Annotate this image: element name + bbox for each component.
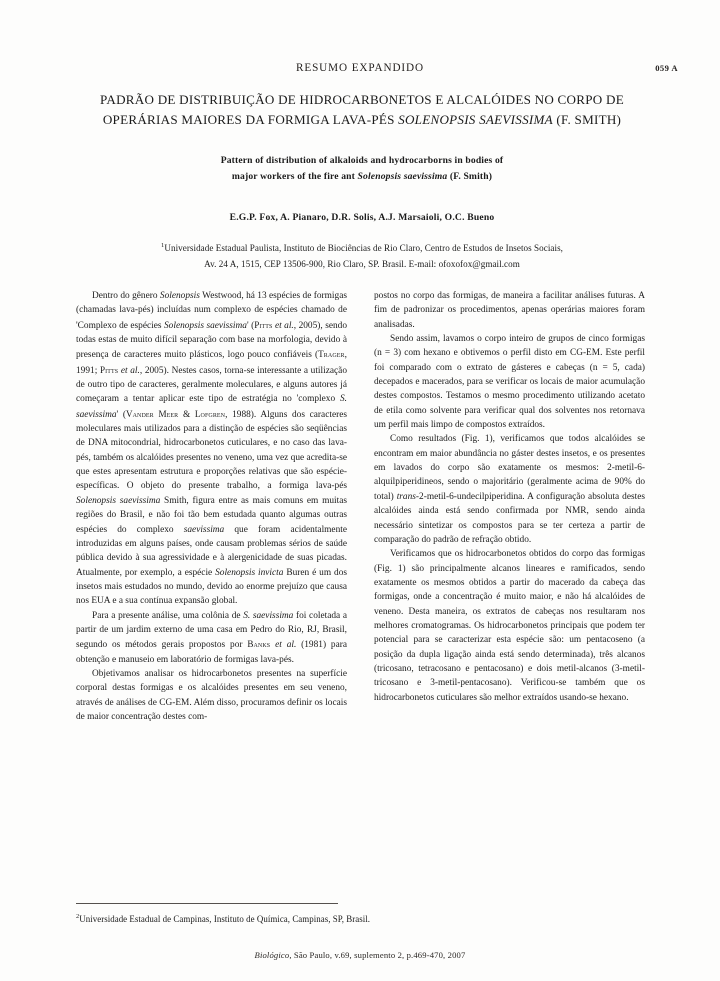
citation-name: Vander Meer [125,408,179,419]
italic-term: Solenopsis saevissima [76,495,161,506]
article-title-en-line2-b: (F. Smith) [447,170,493,182]
text-run: postos no corpo das formigas, de maneira a facilitar análises futuras. A fim de padronizar os procedimentos, apenas operárias maiores foram analisadas. [374,291,645,330]
text-run: Buren é um dos insetos mais estudados no mundo, devido ao enorme prejuízo que causa nos EUA e a sua contínua expansão global. [76,567,348,607]
text-run: Dentro do gênero [92,291,160,301]
citation-name: Lofgren [194,408,226,419]
article-title-en-line2-a: major workers of the fire ant [231,170,358,182]
text-run: , 1991; [76,350,347,376]
italic-term: trans [396,491,416,502]
text-run: , 1988). Alguns dos caracteres moleculares mais utilizados para a distinção de espécies são seqüências de DNA mitocondrial, hidrocarbonetos cuticulares, e no caso das lava-pés, também os alcalóides presentes no veneno, uma vez que acredita-se que estes apresentam estrutura e proporções relativas que são espécie-específicas. O objeto do presente trabalho, a formiga lava-pés [76,409,347,492]
body-columns [76,289,646,889]
italic-term: et al. [275,640,297,651]
italic-term: Solenopsis saevissima [164,320,247,331]
affiliation-line1: Universidade Estadual Paulista, Instituto de Biociências de Rio Claro, Centro de Estudos de Insetos Sociais, [164,243,563,254]
footer-journal: Biológico [254,950,290,960]
body-column-right [374,289,645,889]
text-run: -2-metil-6-undecilpiperidina. A configuração absoluta destes alcalóides ainda está sendo confirmada por NMR, sendo ainda necessário sintetizar os compostos para se ter certeza a partir de comparação do padrão de refração obtido. [374,491,645,545]
italic-term: saevissima [183,524,225,535]
body-paragraph [374,289,645,332]
affiliation-line2: Av. 24 A, 1515, CEP 13506-900, Rio Claro, SP. Brasil. E-mail: ofoxofox@gmail.com [204,258,520,269]
footnote-text: Universidade Estadual de Campinas, Instituto de Química, Campinas, SP, Brasil. [79,913,371,924]
article-title-en-line1: Pattern of distribution of alkaloids and hydrocarborns in bodies of [220,155,504,166]
text-run: ' ( [116,409,126,420]
article-title-en [104,153,620,184]
footer-citation: , São Paulo, v.69, suplemento 2, p.469-470, 2007 [289,950,466,960]
footnote-marker: 2 [76,913,80,920]
running-head [0,62,720,78]
article-title-pt-line2-a: OPERÁRIAS MAIORES DA FORMIGA LAVA-PÉS [102,112,399,127]
affiliation-marker: 1 [161,242,165,249]
body-paragraph [76,289,347,609]
body-paragraph [374,547,645,705]
text-run: foi coletada a partir de um jardim externo de uma casa em Pedro do Rio, RJ, Brasil, segundo os métodos gerais propostos por [76,610,347,651]
running-head-label: RESUMO EXPANDIDO [295,62,425,74]
body-paragraph [76,609,347,667]
article-title-pt-line1: PADRÃO DE DISTRIBUIÇÃO DE HIDROCARBONETOS E ALCALÓIDES NO CORPO DE [100,92,624,107]
italic-term: et al. [120,365,140,376]
italic-term: S. saevissima [243,610,294,621]
article-title-pt-species: SOLENOPSIS SAEVISSIMA [398,112,553,127]
text-run: Smith, figura entre as mais comuns em muitas regiões do Brasil, e não foi tão bem estudada quanto algumas outras espécies do complexo [76,495,347,535]
text-run: que foram acidentalmente introduzidas em alguns países, onde causam problemas sérios de saúde pública devido à sua agressividade e à alergenicidade de suas picadas. Atualmente, por exemplo, a espécie [76,524,347,578]
author-list: E.G.P. Fox, A. Pianaro, D.R. Solis, A.J. Marsaioli, O.C. Bueno [229,212,495,223]
text-run: (1981) para obtenção e manuseio em laboratório de formigas lava-pés. [76,640,347,665]
text-run: Objetivamos analisar os hidrocarbonetos presentes na superfície corporal destas formigas e os alcalóides presentes em seu veneno, através de análises de CG-EM. Além disso, procuramos definir os locais de maior concentração destes com- [76,668,347,722]
text-run: & [178,409,195,420]
footnote-rule [76,903,338,904]
text-run: Sendo assim, lavamos o corpo inteiro de grupos de cinco formigas (n = 3) com hexano e obtivemos o perfil disto em CG-EM. Este perfil foi comparado com o extrato de gásteres e cabeças (n = 5, cada) decepados e macerados, para se verificar os locais de maior acumulação destes compostos. Testamos o mesmo procedimento utilizando acetato de etila como solvente para verificar qual dos solventes nos retornava um perfil mais limpo de compostos extraídos. [374,334,645,431]
page-folio: 059 A [655,63,678,73]
affiliation-block [62,238,662,272]
citation-name: Pitts [254,319,273,330]
citation-name: Trager [318,349,345,360]
article-title-pt-line2-b: (F. SMITH) [552,112,622,127]
italic-term: Solenopsis invicta [215,567,284,578]
citation-name: Pitts [99,364,119,375]
italic-term: S. saevissima [76,394,347,420]
text-run: Para a presente análise, uma colônia de [92,610,244,621]
body-paragraph [374,332,645,432]
citation-name: Banks [247,639,271,650]
article-title-pt [62,90,662,130]
italic-term: et al. [274,320,294,331]
text-run: , 2005). Nestes casos, torna-se interessante a utilização de outro tipo de caracteres, geralmente moleculares, e alguns autores já começaram a tentar aplicar este tipo de estratégia no 'complexo [76,365,347,405]
italic-term: Solenopsis [159,291,200,301]
text-run: ' ( [246,320,255,331]
article-title-en-species: Solenopsis saevissima [357,170,448,182]
footnote [76,910,646,926]
text-run: Westwood, há 13 espécies de formigas (chamadas lava-pés) incluídas num complexo de espécies chamado de 'Complexo de espécies [76,291,347,331]
body-column-left [76,289,347,889]
text-run: Verificamos que os hidrocarbonetos obtidos do corpo das formigas (Fig. 1) são principalmente alcanos lineares e ramificados, sendo exatamente os mesmos obtidos a partir do macerado da cabeça das formigas, onde a concentração é muito maior, e não há alcalóides de veneno. Desta maneira, os extratos de cabeças nos resultaram nos melhores cromatogramas. Os hidrocarbonetos principais que podem ter potencial para se caracterizar esta espécie são: um pentacoseno (a posição da dupla ligação ainda está sendo determinada), três alcanos (tricosano, tetracosano e pentacosano) e dois metil-alcanos (3-metil-tricosano e 3-metil-pentacosano). Verificou-se também que os hidrocarbonetos cuticulares são melhor extraídos usando-se hexano. [374,549,645,703]
body-paragraph [76,667,347,724]
page-footer [0,950,720,960]
body-paragraph [374,432,645,547]
text-run: Como resultados (Fig. 1), verificamos que todos alcalóides se encontram em maior abundância no gáster destes insetos, e os presentes em lavados do corpo são exatamente os mesmos: 2-metil-6-alquilpiperidineos, sendo o majoritário (geralmente acima de 90% do total) [374,434,645,502]
text-run: , 2005), sendo todas estas de muito difícil separação com base na morfologia, devido à presença de caracteres muito plásticos, logo pouco confiáveis ( [76,320,347,361]
